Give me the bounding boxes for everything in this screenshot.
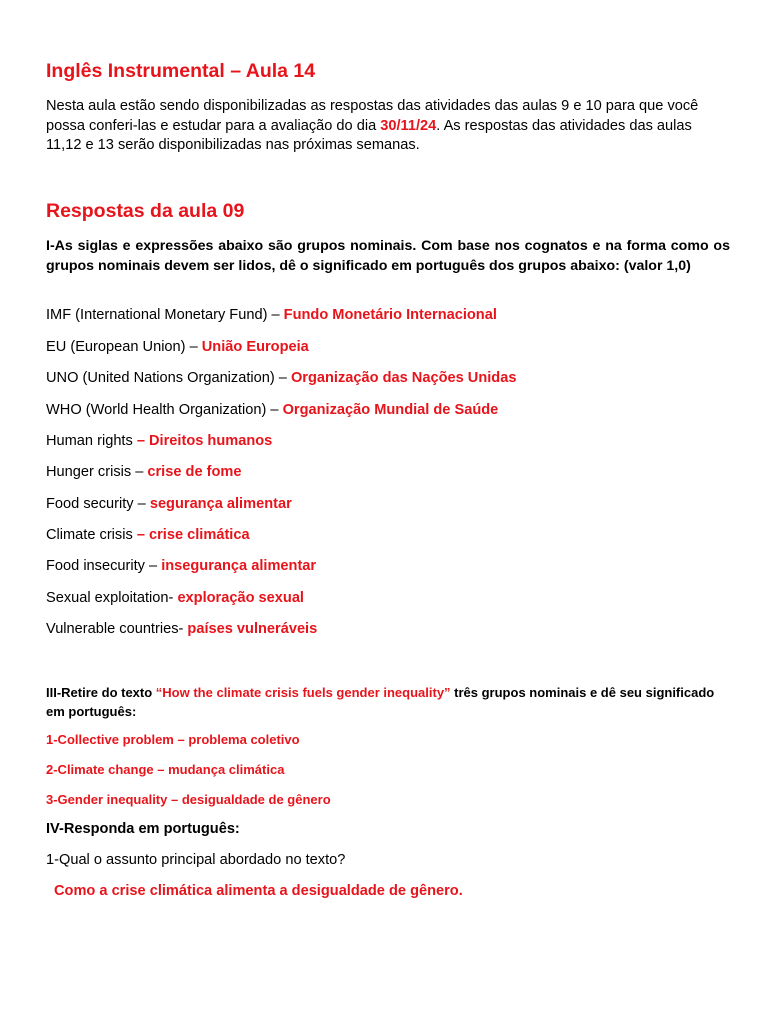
exercise-3-instruction [46,683,730,721]
answer: insegurança alimentar [161,558,317,574]
answer: Fundo Monetário Internacional [283,307,497,323]
answer: segurança alimentar [149,496,292,512]
answer-item-sexual-exploitation [46,589,304,607]
answer: crise de fome [147,464,242,480]
answer-item-eu [46,338,309,356]
answer-item-food-security [46,495,292,513]
document-title: Inglês Instrumental – Aula 14 [46,60,316,82]
term: Vulnerable countries- [46,621,188,637]
term: Food security – [46,496,150,512]
exercise-3-answer-1: 1-Collective problem – problema coletivo [46,732,300,747]
exercise-3-answer-3: 3-Gender inequality – desigualdade de gênero [46,792,331,807]
answer-item-who [46,401,498,419]
answer: Organização das Nações Unidas [290,370,517,386]
term: Human rights [46,433,137,449]
exercise-4-question: 1-Qual o assunto principal abordado no texto? [46,852,346,868]
answer-item-climate-crisis [46,526,250,544]
answer: União Europeia [201,339,309,355]
answer: – Direitos humanos [136,433,273,449]
intro-paragraph [46,97,730,156]
instruction-start: III-Retire do texto [46,685,156,700]
term: Sexual exploitation- [46,590,178,606]
term: EU (European Union) – [46,339,202,355]
answer-item-human-rights [46,432,272,450]
exam-date: 30/11/24 [380,117,437,134]
intro-text-start: Nesta aula estão sendo disponibilizadas as respostas das atividades das aulas 9 e 10 para que você possa conferi-las e estudar para a avaliação do dia [46,98,699,134]
exercise-1-instruction: I-As siglas e expressões abaixo são grupos nominais. Com base nos cognatos e na forma como os grupos nominais devem ser lidos, dê o significado em português dos grupos abaixo: (valor 1,0) [46,238,730,274]
answer: Organização Mundial de Saúde [282,402,499,418]
answer: países vulneráveis [187,621,318,637]
exercise-3-answer-2: 2-Climate change – mudança climática [46,762,285,777]
answer: – crise climática [136,527,250,543]
exercise-4-answer: Como a crise climática alimenta a desigualdade de gênero. [54,883,463,899]
answer-item-hunger-crisis [46,463,241,481]
answer-item-uno [46,369,516,387]
text-title: “How the climate crisis fuels gender inequality” [155,685,451,700]
answer-item-vulnerable-countries [46,620,317,638]
term: WHO (World Health Organization) – [46,402,283,418]
answer: exploração sexual [177,590,304,606]
term: IMF (International Monetary Fund) – [46,307,284,323]
section-title: Respostas da aula 09 [46,200,245,222]
answer-item-imf [46,306,497,324]
term: UNO (United Nations Organization) – [46,370,291,386]
term: Food insecurity – [46,558,162,574]
term: Climate crisis [46,527,137,543]
term: Hunger crisis – [46,464,148,480]
exercise-4-heading: IV-Responda em português: [46,821,240,837]
intro-text-end: . As respostas das atividades das aulas 11,12 e 13 serão disponibilizadas nas próximas semanas. [46,117,692,153]
instruction-end: três grupos nominais e dê seu significado em português: [46,685,715,719]
answer-item-food-insecurity [46,557,316,575]
